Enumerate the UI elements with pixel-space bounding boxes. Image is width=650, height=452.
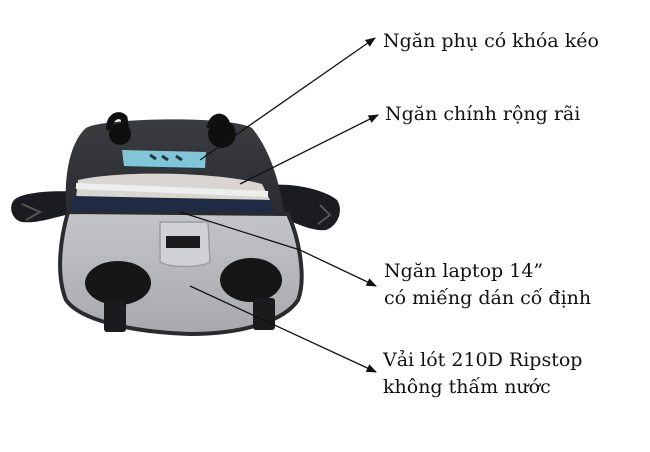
callout-lining [383, 347, 582, 401]
callout-lining-line-1: Vải lót 210D Ripstop [383, 349, 583, 371]
buckle-left [104, 300, 126, 332]
callout-laptop-compartment-line-1: Ngăn laptop 14” [384, 260, 544, 282]
velcro-pad-left [85, 261, 151, 305]
callout-laptop-compartment-line-2: có miếng dán cố định [384, 287, 592, 309]
velcro-pad-right [220, 258, 282, 302]
arrow-zip-pocket [200, 38, 375, 160]
buckle-right [253, 298, 275, 330]
callout-zip-pocket [383, 28, 599, 55]
callout-main-compartment [385, 101, 580, 128]
callout-lining-line-2: không thấm nước [383, 376, 551, 398]
callout-laptop-compartment [384, 258, 591, 312]
callout-zip-pocket-line-1: Ngăn phụ có khóa kéo [383, 30, 599, 52]
callout-main-compartment-line-1: Ngăn chính rộng rãi [385, 103, 581, 125]
